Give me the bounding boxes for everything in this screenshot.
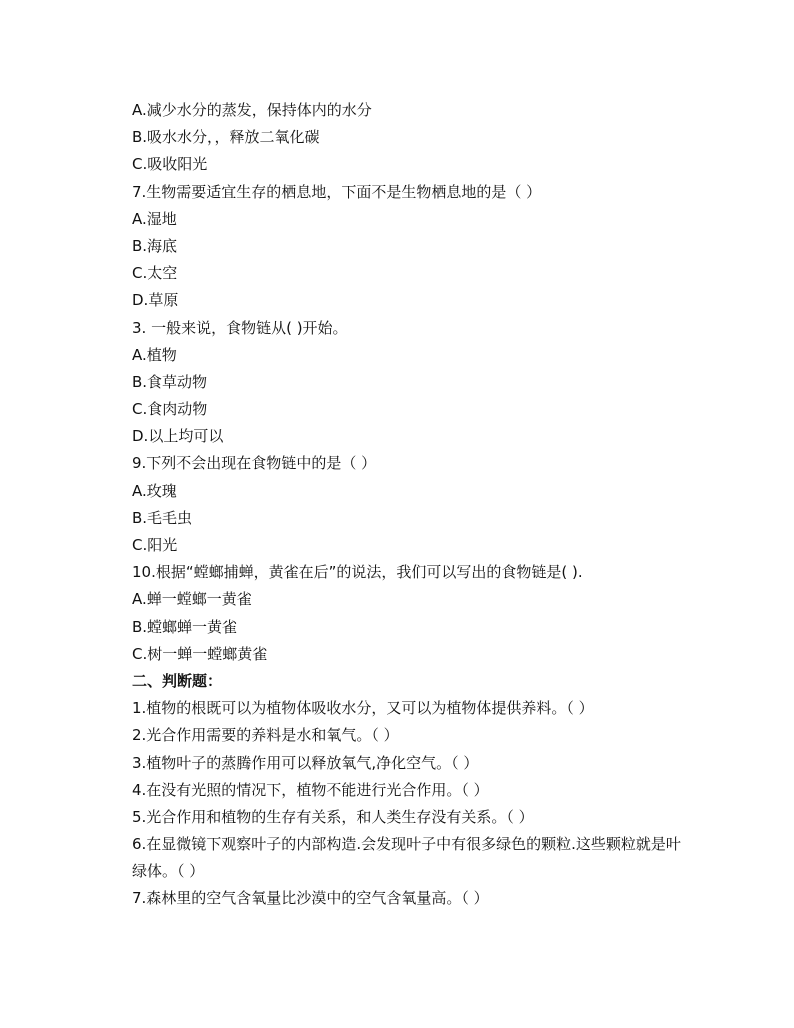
option-line: B.毛毛虫 [132,508,193,527]
question-line: 9.下列不会出现在食物链中的是（ ） [132,454,377,473]
option-line: C.吸收阳光 [132,155,208,174]
question-line: 2.光合作用需要的养料是水和氧气。（ ） [132,726,399,745]
option-line: C.阳光 [132,536,178,554]
question-line: 6.在显微镜下观察叶子的内部构造.会发现叶子中有很多绿色的颗粒.这些颗粒就是叶绿体。（ ） [132,835,681,881]
option-line: B.海底 [132,236,178,255]
option-line: C.食肉动物 [132,400,208,419]
question-line: 1.植物的根既可以为植物体吸收水分，又可以为植物体提供养料。（ ） [132,699,594,718]
option-line: A.减少水分的蒸发，保持体内的水分 [132,101,372,119]
question-line: 5.光合作用和植物的生存有关系，和人类生存没有关系。（ ） [132,807,534,826]
option-line: A.蝉一螳螂一黄雀 [132,590,252,609]
question-line: 3. 一般来说，食物链从( )开始。 [132,318,348,337]
option-line: C.树一蝉一螳螂黄雀 [132,644,268,663]
question-line: 4.在没有光照的情况下，植物不能进行光合作用。（ ） [132,780,489,799]
option-line: A.植物 [132,345,177,364]
document-page [132,97,692,913]
question-line: 7.生物需要适宜生存的栖息地，下面不是生物栖息地的是（ ） [132,182,542,201]
question-line: 3.植物叶子的蒸腾作用可以释放氧气,净化空气。（ ） [132,753,479,772]
option-line: B.螳螂蝉一黄雀 [132,617,238,636]
option-line: D.草原 [132,291,179,310]
option-line: B.吸水水分，，释放二氧化碳 [132,128,320,147]
option-line: A.湿地 [132,209,177,228]
question-line: 7.森林里的空气含氧量比沙漠中的空气含氧量高。（ ） [132,889,489,908]
option-line: C.太空 [132,264,178,283]
option-line: D.以上均可以 [132,427,224,446]
section-heading: 二、判断题： [132,671,223,690]
option-line: A.玫瑰 [132,481,177,500]
option-line: B.食草动物 [132,372,208,391]
question-line: 10.根据“螳螂捕蝉，黄雀在后”的说法，我们可以写出的食物链是( ). [132,563,583,582]
